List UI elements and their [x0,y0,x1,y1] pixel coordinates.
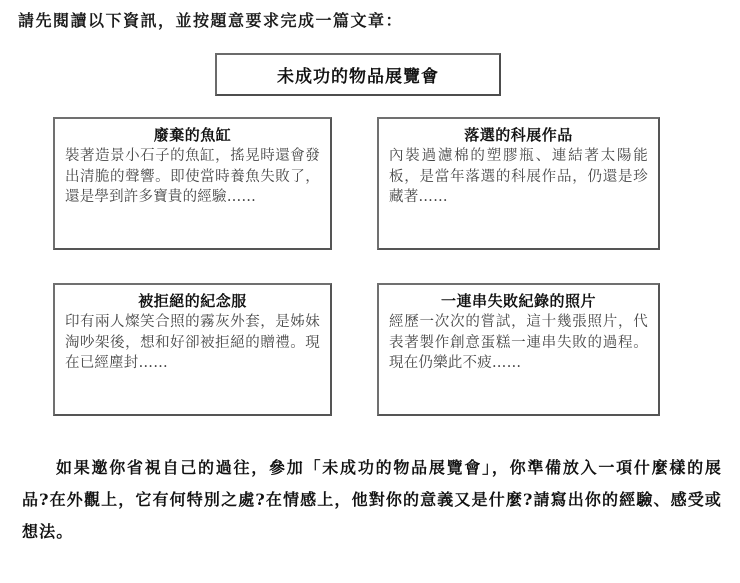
exhibit-card-science-fair [377,117,660,250]
exhibition-title-box [215,53,501,96]
exhibit-card-heading: 被拒絕的紀念服 [138,292,247,310]
exhibit-card-body: 裝著造景小石子的魚缸，搖晃時還會發出清脆的聲響。即使當時養魚失敗了，還是學到許多寶貴的經驗…… [65,148,320,206]
instruction-line: 請先閱讀以下資訊，並按題意要求完成一篇文章： [18,11,404,30]
exhibit-card-body: 內裝過濾棉的塑膠瓶、連結著太陽能板，是當年落選的科展作品，仍還是珍藏著…… [389,148,648,206]
exhibit-card-heading: 一連串失敗紀錄的照片 [440,292,596,310]
exhibit-card-rejected-jacket [53,283,332,416]
exhibit-card-failure-photos [377,283,660,416]
exhibit-card-heading: 廢棄的魚缸 [153,126,232,144]
exhibition-title-text: 未成功的物品展覽會 [277,67,439,87]
exhibit-card-fish-tank [53,117,332,250]
exhibit-card-grid [53,117,660,417]
exhibit-card-body: 印有兩人燦笑合照的霧灰外套，是姊妹淘吵架後，想和好卻被拒絕的贈禮。現在已經塵封…… [65,314,320,372]
writing-prompt-paragraph: 如果邀你省視自己的過往，參加「未成功的物品展覽會」，你準備放入一項什麼樣的展品?在外觀上，它有何特別之處?在情感上，他對你的意義又是什麼?請寫出你的經驗、感受或想法。 [22,458,722,541]
exhibit-card-body: 經歷一次次的嘗試，這十幾張照片，代表著製作創意蛋糕一連串失敗的過程。現在仍樂此不疲…… [389,314,648,372]
exhibit-card-heading: 落選的科展作品 [464,126,573,144]
